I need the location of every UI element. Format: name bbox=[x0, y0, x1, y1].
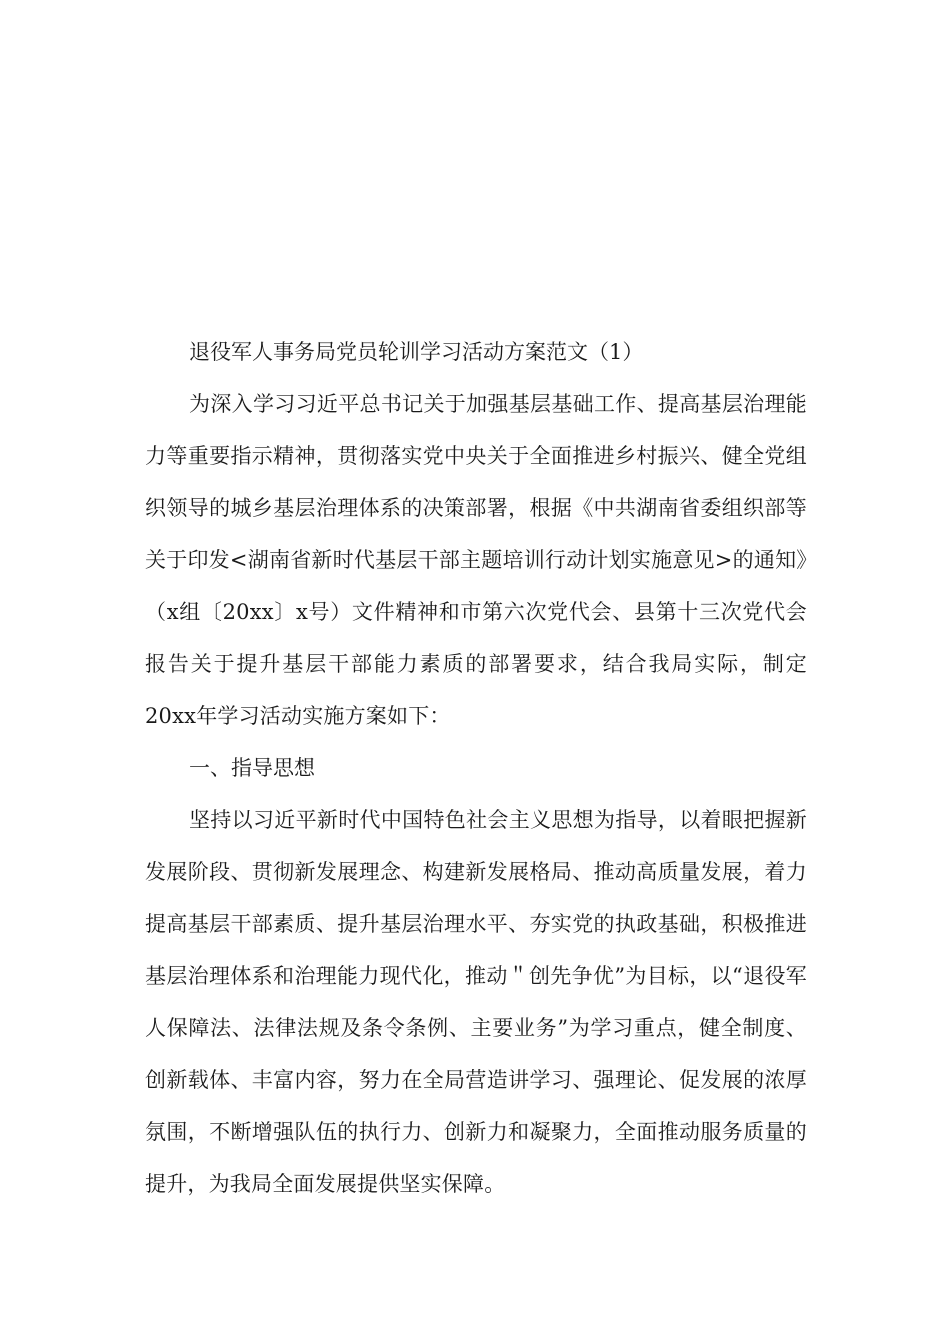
document-body bbox=[145, 326, 807, 1210]
guiding-ideology-paragraph: 坚持以习近平新时代中国特色社会主义思想为指导，以着眼把握新发展阶段、贯彻新发展理念、构建新发展格局、推动高质量发展，着力提高基层干部素质、提升基层治理水平、夯实党的执政基础，积极推进基层治理体系和治理能力现代化，推动＂创先争优”为目标，以“退役军人保障法、法律法规及条令条例、主要业务”为学习重点，健全制度、创新载体、丰富内容，努力在全局营造讲学习、强理论、促发展的浓厚氛围，不断增强队伍的执行力、创新力和凝聚力，全面推动服务质量的提升，为我局全面发展提供坚实保障。 bbox=[145, 808, 807, 1196]
intro-paragraph: 为深入学习习近平总书记关于加强基层基础工作、提高基层治理能力等重要指示精神，贯彻落实党中央关于全面推进乡村振兴、健全党组织领导的城乡基层治理体系的决策部署，根据《中共湖南省委组织部等关于印发<湖南省新时代基层干部主题培训行动计划实施意见>的通知》（x组〔20xx〕x号）文件精神和市第六次党代会、县第十三次党代会报告关于提升基层干部能力素质的部署要求，结合我局实际，制定20xx年学习活动实施方案如下： bbox=[145, 392, 807, 728]
document-title: 退役军人事务局党员轮训学习活动方案范文（1） bbox=[189, 340, 644, 364]
section-heading-guiding-ideology: 一、指导思想 bbox=[189, 756, 315, 780]
